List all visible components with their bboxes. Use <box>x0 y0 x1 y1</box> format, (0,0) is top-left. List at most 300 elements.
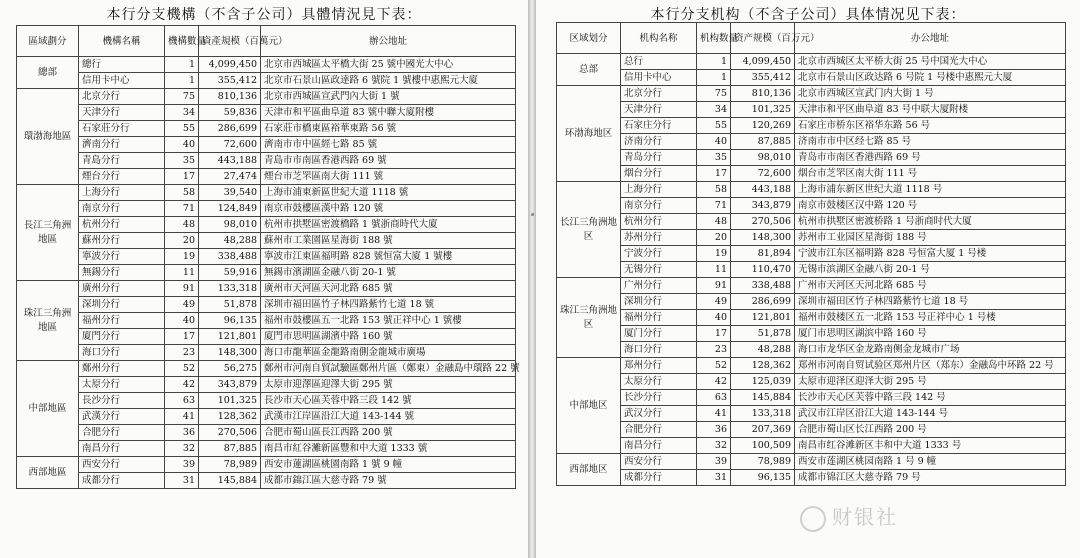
branch-count-cell: 20 <box>697 230 731 246</box>
office-address-cell: 杭州市拱墅區密渡橋路 1 號浙商時代大廈 <box>261 217 516 233</box>
branch-name-cell: 青島分行 <box>79 153 165 169</box>
left-table-body <box>17 57 520 489</box>
table-row <box>17 441 516 457</box>
branch-count-cell: 40 <box>165 313 199 329</box>
branch-name-cell: 天津分行 <box>621 102 697 118</box>
asset-size-cell: 81,894 <box>731 246 795 262</box>
table-row <box>557 262 1066 278</box>
table-row <box>557 438 1066 454</box>
office-address-cell: 鄭州市河南自貿試驗區鄭州片區（鄭東）金融島中環路 22 號 <box>261 361 516 377</box>
office-address-cell: 寧波市江東區福明路 828 號恒富大廈 1 號樓 <box>261 249 516 265</box>
branch-name-cell: 杭州分行 <box>79 217 165 233</box>
asset-size-cell: 101,325 <box>731 102 795 118</box>
branch-count-cell: 63 <box>165 393 199 409</box>
office-address-cell: 西安市蓮湖區桃園南路 1 號 9 幢 <box>261 457 516 473</box>
table-row <box>17 361 516 377</box>
table-header-row <box>557 23 1066 54</box>
asset-size-cell: 207,369 <box>731 422 795 438</box>
header-branch-count: 机构数量 <box>697 23 731 54</box>
branch-name-cell: 苏州分行 <box>621 230 697 246</box>
table-row <box>557 358 1066 374</box>
branch-name-cell: 鄭州分行 <box>79 361 165 377</box>
office-address-cell: 广州市天河区天河北路 685 号 <box>795 278 1066 294</box>
region-cell: 中部地区 <box>557 358 621 454</box>
branch-count-cell: 91 <box>165 281 199 297</box>
branch-name-cell: 南京分行 <box>621 198 697 214</box>
table-row <box>557 198 1066 214</box>
branch-count-cell: 40 <box>697 310 731 326</box>
branch-count-cell: 41 <box>165 409 199 425</box>
asset-size-cell: 72,600 <box>731 166 795 182</box>
office-address-cell: 济南市市中区经七路 85 号 <box>795 134 1066 150</box>
table-row <box>17 425 516 441</box>
office-address-cell: 南昌市紅谷灘新區豐和中大道 1333 號 <box>261 441 516 457</box>
table-row <box>17 233 516 249</box>
branch-name-cell: 信用卡中心 <box>621 70 697 86</box>
branch-name-cell: 西安分行 <box>79 457 165 473</box>
branch-name-cell: 总行 <box>621 54 697 70</box>
branch-name-cell: 成都分行 <box>621 470 697 486</box>
office-address-cell: 合肥市蜀山區長江西路 200 號 <box>261 425 516 441</box>
table-row <box>17 201 516 217</box>
branch-count-cell: 23 <box>165 345 199 361</box>
header-asset-size: 資產規模（百萬元） <box>199 26 261 57</box>
table-row <box>17 329 516 345</box>
office-address-cell: 福州市鼓樓區五一北路 153 號正祥中心 1 號樓 <box>261 313 516 329</box>
branch-count-cell: 32 <box>165 441 199 457</box>
right-table-title: 本行分支机构（不含子公司）具体情况见下表： <box>650 7 966 23</box>
table-row <box>17 105 516 121</box>
table-row <box>557 134 1066 150</box>
branch-count-cell: 1 <box>165 73 199 89</box>
branch-name-cell: 福州分行 <box>621 310 697 326</box>
branch-name-cell: 海口分行 <box>79 345 165 361</box>
table-row <box>17 457 516 473</box>
branch-count-cell: 19 <box>165 249 199 265</box>
asset-size-cell: 96,135 <box>199 313 261 329</box>
region-cell: 长江三角洲地区 <box>557 182 621 278</box>
office-address-cell: 北京市石景山区政达路 6 号院 1 号楼中惠熙元大厦 <box>795 70 1066 86</box>
office-address-cell: 廈門市思明區湖濱中路 160 號 <box>261 329 516 345</box>
asset-size-cell: 145,884 <box>731 390 795 406</box>
table-row <box>17 297 516 313</box>
asset-size-cell: 125,039 <box>731 374 795 390</box>
asset-size-cell: 72,600 <box>199 137 261 153</box>
office-address-cell: 无锡市滨湖区金融八街 20-1 号 <box>795 262 1066 278</box>
right-table-body <box>557 54 1066 486</box>
branch-name-cell: 成都分行 <box>79 473 165 489</box>
left-branch-table <box>16 25 520 489</box>
asset-size-cell: 39,540 <box>199 185 261 201</box>
branch-name-cell: 济南分行 <box>621 134 697 150</box>
office-address-cell: 青島市市南區香港西路 69 號 <box>261 153 516 169</box>
asset-size-cell: 87,885 <box>731 134 795 150</box>
branch-name-cell: 厦门分行 <box>621 326 697 342</box>
branch-name-cell: 海口分行 <box>621 342 697 358</box>
table-row <box>557 294 1066 310</box>
branch-name-cell: 北京分行 <box>79 89 165 105</box>
branch-name-cell: 北京分行 <box>621 86 697 102</box>
region-cell: 西部地區 <box>17 457 79 489</box>
region-cell: 珠江三角洲地區 <box>17 281 79 361</box>
asset-size-cell: 51,878 <box>199 297 261 313</box>
table-row <box>17 409 516 425</box>
branch-count-cell: 42 <box>165 377 199 393</box>
office-address-cell: 海口市龙华区金龙路南侧金龙城市广场 <box>795 342 1066 358</box>
header-office-address: 辦公地址 <box>261 26 516 57</box>
table-row <box>557 454 1066 470</box>
branch-count-cell: 91 <box>697 278 731 294</box>
branch-name-cell: 南昌分行 <box>79 441 165 457</box>
asset-size-cell: 338,488 <box>731 278 795 294</box>
branch-count-cell: 63 <box>697 390 731 406</box>
branch-count-cell: 20 <box>165 233 199 249</box>
branch-count-cell: 31 <box>165 473 199 489</box>
table-row <box>557 406 1066 422</box>
branch-count-cell: 71 <box>697 198 731 214</box>
asset-size-cell: 48,288 <box>199 233 261 249</box>
asset-size-cell: 4,099,450 <box>199 57 261 73</box>
region-cell: 总部 <box>557 54 621 86</box>
asset-size-cell: 48,288 <box>731 342 795 358</box>
asset-size-cell: 96,135 <box>731 470 795 486</box>
branch-count-cell: 49 <box>697 294 731 310</box>
branch-count-cell: 52 <box>697 358 731 374</box>
branch-count-cell: 40 <box>697 134 731 150</box>
asset-size-cell: 443,188 <box>199 153 261 169</box>
region-cell: 环渤海地区 <box>557 86 621 182</box>
branch-name-cell: 石家庄分行 <box>621 118 697 134</box>
branch-count-cell: 71 <box>165 201 199 217</box>
branch-name-cell: 長沙分行 <box>79 393 165 409</box>
table-row <box>557 150 1066 166</box>
branch-name-cell: 信用卡中心 <box>79 73 165 89</box>
header-office-address: 办公地址 <box>795 23 1066 54</box>
office-address-cell: 青岛市市南区香港西路 69 号 <box>795 150 1066 166</box>
asset-size-cell: 343,879 <box>199 377 261 393</box>
branch-count-cell: 23 <box>697 342 731 358</box>
branch-count-cell: 31 <box>697 470 731 486</box>
branch-name-cell: 合肥分行 <box>621 422 697 438</box>
asset-size-cell: 101,325 <box>199 393 261 409</box>
office-address-cell: 南昌市红谷滩新区丰和中大道 1333 号 <box>795 438 1066 454</box>
asset-size-cell: 286,699 <box>731 294 795 310</box>
region-cell: 中部地區 <box>17 361 79 457</box>
asset-size-cell: 148,300 <box>731 230 795 246</box>
header-branch-name: 机构名称 <box>621 23 697 54</box>
branch-name-cell: 無錫分行 <box>79 265 165 281</box>
asset-size-cell: 270,506 <box>731 214 795 230</box>
table-row <box>557 422 1066 438</box>
branch-name-cell: 寧波分行 <box>79 249 165 265</box>
branch-name-cell: 广州分行 <box>621 278 697 294</box>
office-address-cell: 煙台市芝罘區南大街 111 號 <box>261 169 516 185</box>
table-row <box>557 278 1066 294</box>
office-address-cell: 杭州市拱墅区密渡桥路 1 号浙商时代大厦 <box>795 214 1066 230</box>
branch-count-cell: 36 <box>697 422 731 438</box>
table-row <box>17 265 516 281</box>
office-address-cell: 合肥市蜀山区长江西路 200 号 <box>795 422 1066 438</box>
branch-count-cell: 17 <box>697 326 731 342</box>
branch-count-cell: 17 <box>165 169 199 185</box>
table-row <box>557 470 1066 486</box>
watermark-text: 财银社 <box>832 505 898 529</box>
asset-size-cell: 128,362 <box>199 409 261 425</box>
table-row <box>557 102 1066 118</box>
asset-size-cell: 59,836 <box>199 105 261 121</box>
asset-size-cell: 810,136 <box>731 86 795 102</box>
branch-count-cell: 49 <box>165 297 199 313</box>
office-address-cell: 武汉市江岸区沿江大道 143-144 号 <box>795 406 1066 422</box>
office-address-cell: 北京市西城区太平桥大街 25 号中国光大中心 <box>795 54 1066 70</box>
branch-name-cell: 福州分行 <box>79 313 165 329</box>
branch-name-cell: 南昌分行 <box>621 438 697 454</box>
branch-count-cell: 58 <box>697 182 731 198</box>
region-cell: 總部 <box>17 57 79 89</box>
region-cell: 環渤海地區 <box>17 89 79 185</box>
header-region: 區域劃分 <box>17 26 79 57</box>
office-address-cell: 深圳市福田区竹子林四路紫竹七道 18 号 <box>795 294 1066 310</box>
office-address-cell: 长沙市天心区芙蓉中路三段 142 号 <box>795 390 1066 406</box>
gutter-mark <box>531 213 534 216</box>
region-cell: 長江三角洲地區 <box>17 185 79 281</box>
office-address-cell: 濟南市市中區經七路 85 號 <box>261 137 516 153</box>
asset-size-cell: 121,801 <box>731 310 795 326</box>
asset-size-cell: 355,412 <box>199 73 261 89</box>
branch-name-cell: 武汉分行 <box>621 406 697 422</box>
asset-size-cell: 355,412 <box>731 70 795 86</box>
table-row <box>17 393 516 409</box>
asset-size-cell: 27,474 <box>199 169 261 185</box>
branch-name-cell: 太原分行 <box>621 374 697 390</box>
watermark-logo-icon <box>800 506 826 532</box>
table-row <box>557 342 1066 358</box>
branch-count-cell: 39 <box>165 457 199 473</box>
office-address-cell: 深圳市福田區竹子林四路紫竹七道 18 號 <box>261 297 516 313</box>
branch-name-cell: 西安分行 <box>621 454 697 470</box>
branch-count-cell: 58 <box>165 185 199 201</box>
asset-size-cell: 810,136 <box>199 89 261 105</box>
branch-count-cell: 52 <box>165 361 199 377</box>
table-row <box>557 118 1066 134</box>
table-row <box>557 214 1066 230</box>
branch-name-cell: 濟南分行 <box>79 137 165 153</box>
office-address-cell: 無錫市濱湖區金融八街 20-1 號 <box>261 265 516 281</box>
table-row <box>17 217 516 233</box>
table-row <box>557 390 1066 406</box>
asset-size-cell: 338,488 <box>199 249 261 265</box>
table-row <box>17 73 516 89</box>
branch-count-cell: 55 <box>165 121 199 137</box>
office-address-cell: 天津市和平区曲阜道 83 号中联大厦附楼 <box>795 102 1066 118</box>
branch-count-cell: 19 <box>697 246 731 262</box>
office-address-cell: 宁波市江东区福明路 828 号恒富大厦 1 号楼 <box>795 246 1066 262</box>
office-address-cell: 長沙市天心區芙蓉中路三段 142 號 <box>261 393 516 409</box>
office-address-cell: 成都市锦江区大慈寺路 79 号 <box>795 470 1066 486</box>
asset-size-cell: 121,801 <box>199 329 261 345</box>
branch-count-cell: 55 <box>697 118 731 134</box>
header-region: 区域划分 <box>557 23 621 54</box>
table-row <box>17 121 516 137</box>
region-cell: 珠江三角洲地区 <box>557 278 621 358</box>
office-address-cell: 厦门市思明区湖滨中路 160 号 <box>795 326 1066 342</box>
asset-size-cell: 148,300 <box>199 345 261 361</box>
branch-name-cell: 石家莊分行 <box>79 121 165 137</box>
branch-count-cell: 42 <box>697 374 731 390</box>
branch-name-cell: 天津分行 <box>79 105 165 121</box>
office-address-cell: 西安市莲湖区桃园南路 1 号 9 幢 <box>795 454 1066 470</box>
table-row <box>557 374 1066 390</box>
branch-name-cell: 太原分行 <box>79 377 165 393</box>
table-row <box>557 310 1066 326</box>
asset-size-cell: 124,849 <box>199 201 261 217</box>
table-row <box>557 86 1066 102</box>
office-address-cell: 海口市龍華區金龍路南側金龍城市廣場 <box>261 345 516 361</box>
table-row <box>17 313 516 329</box>
office-address-cell: 南京市鼓楼区汉中路 120 号 <box>795 198 1066 214</box>
office-address-cell: 北京市西城區宣武門內大街 1 號 <box>261 89 516 105</box>
asset-size-cell: 120,269 <box>731 118 795 134</box>
branch-count-cell: 35 <box>697 150 731 166</box>
office-address-cell: 福州市鼓楼区五一北路 153 号正祥中心 1 号楼 <box>795 310 1066 326</box>
region-cell: 西部地区 <box>557 454 621 486</box>
office-address-cell: 蘇州市工業園區星海街 188 號 <box>261 233 516 249</box>
branch-name-cell: 宁波分行 <box>621 246 697 262</box>
header-asset-size: 资产规模（百万元） <box>731 23 795 54</box>
asset-size-cell: 100,509 <box>731 438 795 454</box>
table-row <box>17 345 516 361</box>
table-row <box>17 57 516 73</box>
header-branch-name: 機構名稱 <box>79 26 165 57</box>
office-address-cell: 南京市鼓樓區漢中路 120 號 <box>261 201 516 217</box>
branch-name-cell: 长沙分行 <box>621 390 697 406</box>
branch-count-cell: 75 <box>165 89 199 105</box>
asset-size-cell: 51,878 <box>731 326 795 342</box>
table-row <box>17 377 516 393</box>
asset-size-cell: 145,884 <box>199 473 261 489</box>
branch-count-cell: 48 <box>165 217 199 233</box>
branch-name-cell: 上海分行 <box>621 182 697 198</box>
left-table-title: 本行分支機構（不含子公司）具體情況見下表： <box>106 7 422 23</box>
table-row <box>557 230 1066 246</box>
branch-name-cell: 南京分行 <box>79 201 165 217</box>
table-row <box>17 473 516 489</box>
office-address-cell: 廣州市天河區天河北路 685 號 <box>261 281 516 297</box>
asset-size-cell: 286,699 <box>199 121 261 137</box>
table-row <box>557 166 1066 182</box>
branch-count-cell: 32 <box>697 438 731 454</box>
branch-count-cell: 48 <box>697 214 731 230</box>
table-row <box>17 281 516 297</box>
office-address-cell: 太原市迎澤區迎澤大街 295 號 <box>261 377 516 393</box>
branch-name-cell: 郑州分行 <box>621 358 697 374</box>
office-address-cell: 太原市迎泽区迎泽大街 295 号 <box>795 374 1066 390</box>
asset-size-cell: 133,318 <box>199 281 261 297</box>
branch-name-cell: 總行 <box>79 57 165 73</box>
branch-count-cell: 1 <box>165 57 199 73</box>
branch-count-cell: 1 <box>697 70 731 86</box>
branch-count-cell: 17 <box>165 329 199 345</box>
branch-name-cell: 深圳分行 <box>621 294 697 310</box>
table-row <box>17 185 516 201</box>
asset-size-cell: 78,989 <box>731 454 795 470</box>
asset-size-cell: 443,188 <box>731 182 795 198</box>
office-address-cell: 天津市和平區曲阜道 83 號中聯大廈附樓 <box>261 105 516 121</box>
office-address-cell: 北京市西城區太平橋大街 25 號中國光大中心 <box>261 57 516 73</box>
branch-name-cell: 煙台分行 <box>79 169 165 185</box>
branch-name-cell: 廣州分行 <box>79 281 165 297</box>
table-row <box>557 54 1066 70</box>
branch-name-cell: 合肥分行 <box>79 425 165 441</box>
branch-count-cell: 41 <box>697 406 731 422</box>
right-branch-table <box>556 22 1066 486</box>
branch-count-cell: 11 <box>165 265 199 281</box>
asset-size-cell: 110,470 <box>731 262 795 278</box>
branch-name-cell: 武漢分行 <box>79 409 165 425</box>
asset-size-cell: 4,099,450 <box>731 54 795 70</box>
header-branch-count: 機構數量 <box>165 26 199 57</box>
office-address-cell: 苏州市工业园区星海街 188 号 <box>795 230 1066 246</box>
branch-count-cell: 35 <box>165 153 199 169</box>
branch-name-cell: 深圳分行 <box>79 297 165 313</box>
table-row <box>17 137 516 153</box>
table-row <box>557 182 1066 198</box>
asset-size-cell: 128,362 <box>731 358 795 374</box>
asset-size-cell: 78,989 <box>199 457 261 473</box>
branch-name-cell: 烟台分行 <box>621 166 697 182</box>
office-address-cell: 烟台市芝罘区南大街 111 号 <box>795 166 1066 182</box>
table-row <box>17 153 516 169</box>
branch-name-cell: 无锡分行 <box>621 262 697 278</box>
asset-size-cell: 133,318 <box>731 406 795 422</box>
table-row <box>17 89 516 105</box>
asset-size-cell: 270,506 <box>199 425 261 441</box>
asset-size-cell: 98,010 <box>199 217 261 233</box>
book-gutter <box>528 0 536 558</box>
watermark <box>800 501 1060 531</box>
right-document-page <box>536 0 1080 558</box>
office-address-cell: 北京市石景山區政達路 6 號院 1 號樓中惠熙元大廈 <box>261 73 516 89</box>
table-row <box>17 249 516 265</box>
asset-size-cell: 343,879 <box>731 198 795 214</box>
table-row <box>557 70 1066 86</box>
branch-count-cell: 75 <box>697 86 731 102</box>
branch-name-cell: 上海分行 <box>79 185 165 201</box>
asset-size-cell: 59,916 <box>199 265 261 281</box>
table-row <box>17 169 516 185</box>
office-address-cell: 武漢市江岸區沿江大道 143-144 號 <box>261 409 516 425</box>
asset-size-cell: 98,010 <box>731 150 795 166</box>
asset-size-cell: 87,885 <box>199 441 261 457</box>
branch-name-cell: 廈門分行 <box>79 329 165 345</box>
branch-count-cell: 11 <box>697 262 731 278</box>
branch-count-cell: 17 <box>697 166 731 182</box>
branch-count-cell: 34 <box>165 105 199 121</box>
branch-count-cell: 1 <box>697 54 731 70</box>
office-address-cell: 石家庄市桥东区裕华东路 56 号 <box>795 118 1066 134</box>
office-address-cell: 郑州市河南自贸试验区郑州片区（郑东）金融岛中环路 22 号 <box>795 358 1066 374</box>
asset-size-cell: 56,275 <box>199 361 261 377</box>
office-address-cell: 上海市浦東新區世紀大道 1118 號 <box>261 185 516 201</box>
left-document-page <box>0 0 528 558</box>
branch-count-cell: 34 <box>697 102 731 118</box>
branch-name-cell: 杭州分行 <box>621 214 697 230</box>
branch-count-cell: 36 <box>165 425 199 441</box>
table-row <box>557 246 1066 262</box>
table-header-row <box>17 26 516 57</box>
office-address-cell: 成都市錦江區大慈寺路 79 號 <box>261 473 516 489</box>
branch-count-cell: 39 <box>697 454 731 470</box>
